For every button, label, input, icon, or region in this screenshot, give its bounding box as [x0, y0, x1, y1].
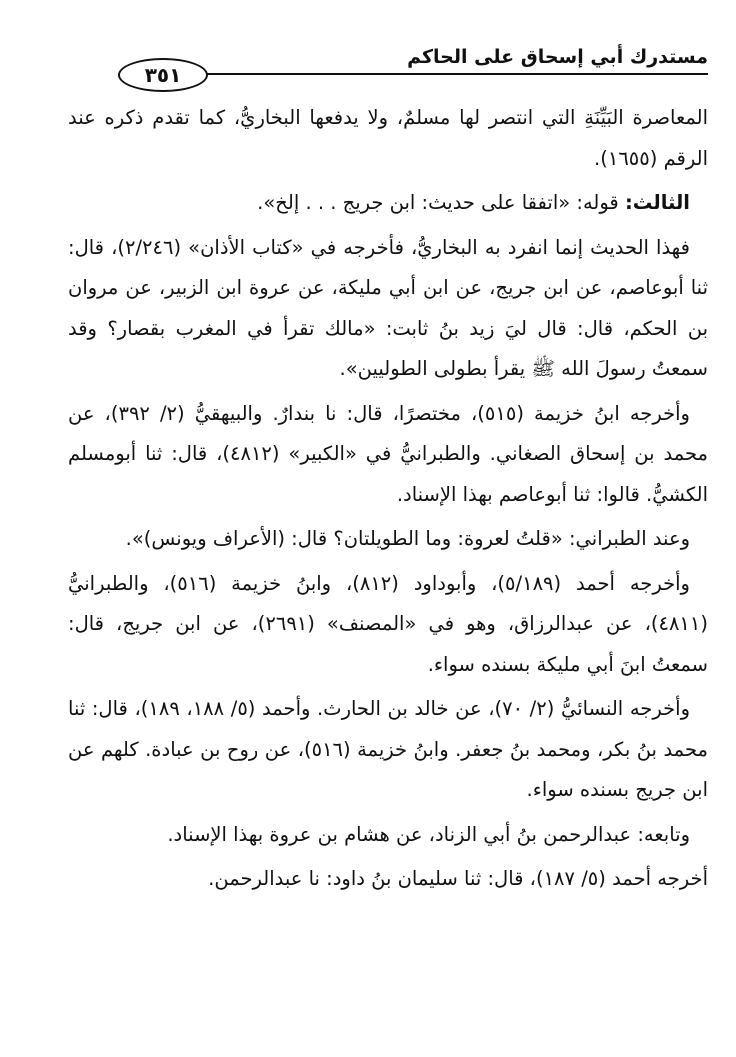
page-number: ٣٥١ — [118, 58, 208, 92]
paragraph — [68, 564, 708, 686]
paragraph — [68, 815, 708, 856]
paragraph-text: المعاصرة البَيِّنَةِ التي انتصر لها مسلمٌ، ولا يدفعها البخاريُّ، كما تقدم ذكره عند الرقم (١٦٥٥). — [68, 106, 708, 170]
paragraph-text: أخرجه أحمد (٥/ ١٨٧)، قال: ثنا سليمان بنُ داود: نا عبدالرحمن. — [208, 867, 708, 890]
header-rule — [196, 73, 708, 75]
paragraph — [68, 689, 708, 811]
paragraph — [68, 519, 708, 560]
paragraph — [68, 183, 708, 224]
paragraph — [68, 228, 708, 390]
paragraph — [68, 394, 708, 516]
running-title: مستدرك أبي إسحاق على الحاكم — [407, 46, 708, 68]
body-text — [68, 98, 708, 904]
paragraph-text: وتابعه: عبدالرحمن بنُ أبي الزناد، عن هشام بن عروة بهذا الإسناد. — [167, 822, 690, 846]
section-heading: الثالث: — [624, 191, 690, 214]
paragraph-text: وأخرجه ابنُ خزيمة (٥١٥)، مختصرًا، قال: نا بندارٌ. والبيهقيُّ (٢/ ٣٩٢)، عن محمد بن إسحاق الصغاني. والطبرانيُّ في «الكبير» (٤٨١٢)، قال: ثنا أبومسلم الكشيُّ. قالوا: ثنا أبوعاصم بهذا الإسناد. — [68, 401, 709, 506]
page-header — [78, 40, 708, 87]
paragraph — [68, 98, 708, 179]
paragraph-text: قوله: «اتفقا على حديث: ابن جريج . . . إلخ». — [257, 191, 625, 214]
paragraph-text: فهذا الحديث إنما انفرد به البخاريُّ، فأخرجه في «كتاب الأذان» (٢/٢٤٦)، قال: ثنا أبوعاصم، عن ابن جريج، عن ابن أبي مليكة، عن عروة ابن الزبير، عن مروان بن الحكم، قال: قال ليَ زيد بنُ ثابت: «مالك تقرأ في المغرب بقصار؟ وقد سمعتُ رسولَ الله ﷺ يقرأ بطولى الطوليين». — [68, 235, 708, 380]
paragraph — [68, 859, 708, 900]
paragraph-text: وأخرجه النسائيُّ (٢/ ٧٠)، عن خالد بن الحارث. وأحمد (٥/ ١٨٨، ١٨٩)، قال: ثنا محمد بنُ بكر، ومحمد بنُ جعفر. وابنُ خزيمة (٥١٦)، عن روح بن عبادة. كلهم عن ابن جريج بسنده سواء. — [68, 697, 708, 801]
paragraph-text: وأخرجه أحمد (٥/١٨٩)، وأبوداود (٨١٢)، وابنُ خزيمة (٥١٦)، والطبرانيُّ (٤٨١١)، عن عبدالرزاق، وهو في «المصنف» (٢٦٩١)، عن ابن جريج، قال: سمعتُ ابنَ أبي مليكة بسنده سواء. — [68, 571, 708, 676]
paragraph-text: وعند الطبراني: «قلتُ لعروة: وما الطويلتان؟ قال: (الأعراف ويونس)». — [125, 527, 690, 550]
